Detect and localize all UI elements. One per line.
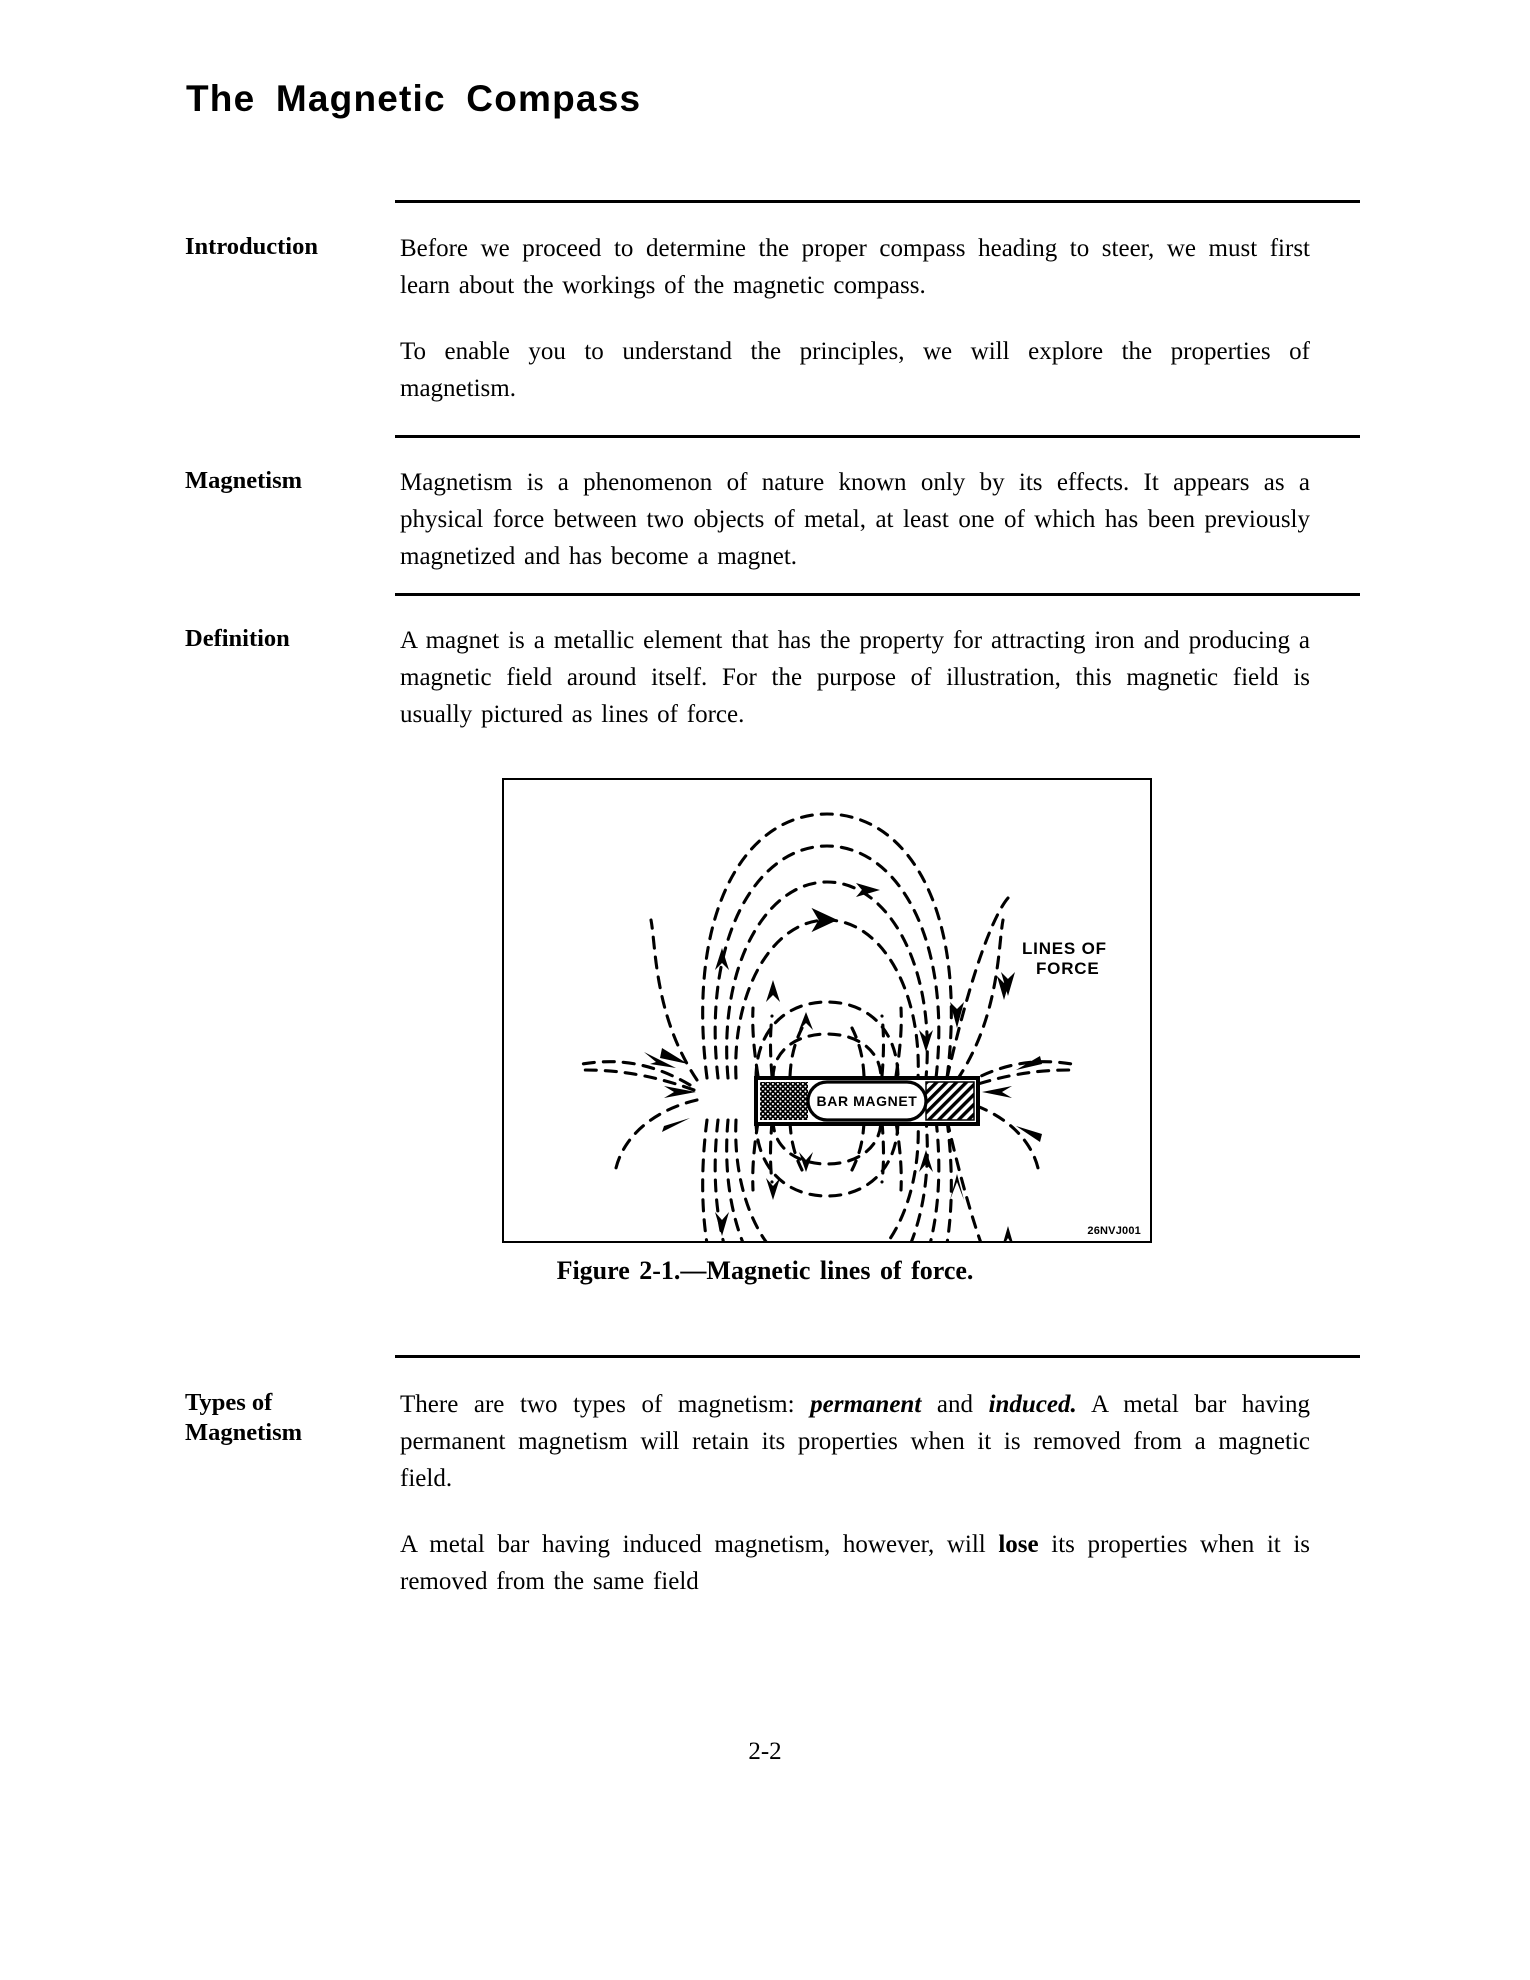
section-label-definition: Definition — [185, 625, 290, 652]
text-run: and — [921, 1391, 989, 1418]
magnetic-field-diagram-svg — [504, 780, 1150, 1241]
text-run: There are two types of magnetism: — [400, 1391, 811, 1418]
section-body-magnetism — [400, 464, 1310, 575]
paragraph: A magnet is a metallic element that has the property for attracting iron and producing a magnetic field around itself. For the purpose of illustration, this magnetic field is usually pictured as lines of force. — [400, 627, 1310, 728]
section-label-magnetism: Magnetism — [185, 467, 303, 494]
section-body-definition — [400, 622, 1310, 733]
section-body-types-of-magnetism — [400, 1386, 1310, 1600]
page-number: 2-2 — [748, 1738, 782, 1765]
section-divider-rule — [395, 200, 1360, 203]
page-title: The Magnetic Compass — [186, 78, 642, 119]
section-divider-rule — [395, 1355, 1360, 1358]
figure-source-code: 26NVJ001 — [1087, 1225, 1141, 1237]
section-divider-rule — [395, 435, 1360, 438]
section-label-line-1: Types of — [185, 1389, 273, 1416]
paragraph: To enable you to understand the principles, we will explore the properties of magnetism. — [400, 338, 1310, 402]
paragraph: Magnetism is a phenomenon of nature known only by its effects. It appears as a physical force between two objects of metal, at least one of which has been previously magnetized and has become a magnet. — [400, 469, 1310, 570]
section-label-introduction: Introduction — [185, 233, 318, 260]
text-run: its properties when it is removed from the same field — [400, 1531, 1310, 1595]
paragraph — [400, 1526, 1310, 1600]
section-label-line-2: Magnetism — [185, 1419, 303, 1446]
text-run: A metal bar having induced magnetism, however, will — [400, 1531, 999, 1558]
emphasis-lose: lose — [998, 1531, 1039, 1558]
lines-of-force-label-line1: LINES OF — [1022, 939, 1107, 958]
section-label-types-of-magnetism — [185, 1388, 385, 1448]
emphasis-permanent: permanent — [810, 1391, 922, 1418]
section-body-introduction — [400, 230, 1310, 407]
section-divider-rule — [395, 593, 1360, 596]
paragraph — [400, 1386, 1310, 1497]
figure-caption: Figure 2-1.—Magnetic lines of force. — [556, 1256, 974, 1285]
emphasis-induced: induced. — [988, 1391, 1077, 1418]
bar-magnet-graphic — [756, 1078, 978, 1124]
lines-of-force-label-line2: FORCE — [1036, 959, 1100, 978]
bar-magnet-label: BAR MAGNET — [816, 1093, 918, 1109]
paragraph: Before we proceed to determine the proper compass heading to steer, we must first learn about the workings of the magnetic compass. — [400, 235, 1310, 299]
text-run: A metal bar having permanent magnetism will retain its properties when it is removed from a magnetic field. — [400, 1391, 1310, 1492]
figure-image-frame — [502, 778, 1152, 1243]
